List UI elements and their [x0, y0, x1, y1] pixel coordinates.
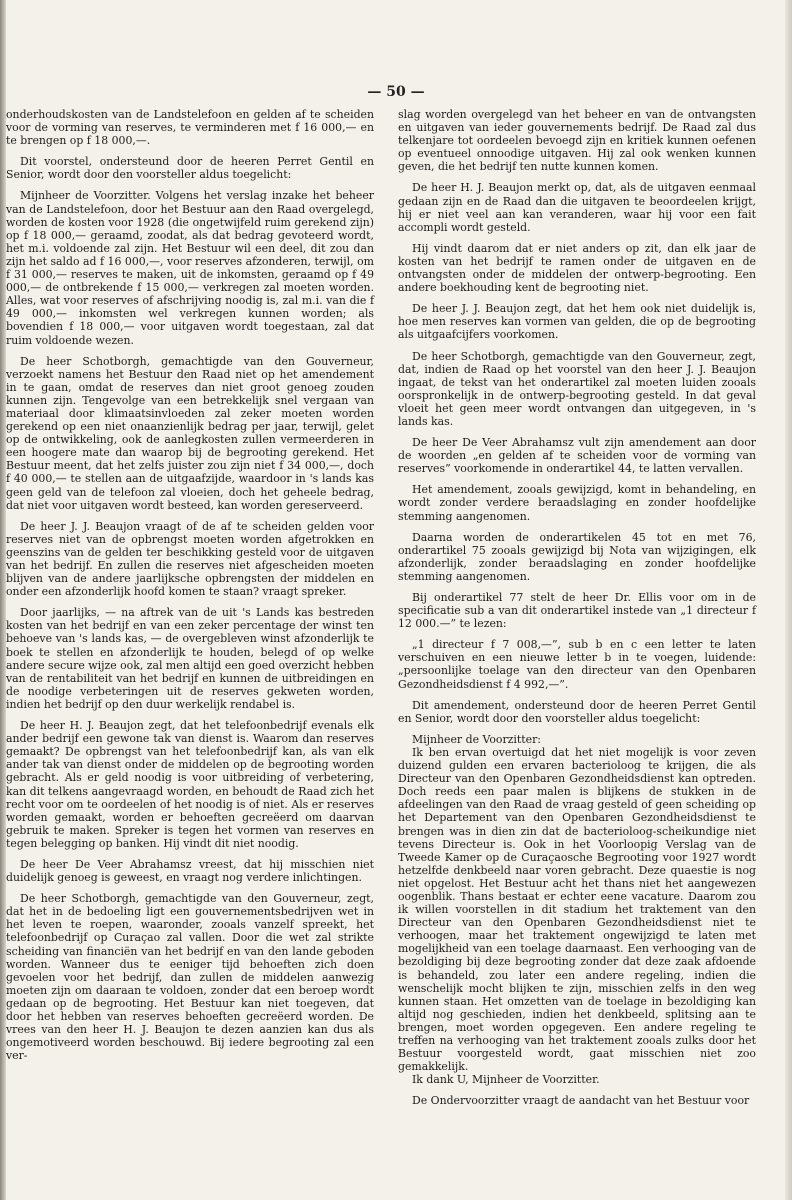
paragraph: Mijnheer de Voorzitter: — [412, 732, 541, 746]
paragraph: slag worden overgelegd van het beheer en van de ontvangsten en uitgaven van ieder gouvernements bedrijf. De Raad zal dus telkenjare tot oordeelen bevoegd zijn en kritiek kunnen oefenen op eventueel onnoodige uitgaven. Hij zal ook wenken kunnen geven, die het bedrijf ten nutte kunnen komen. — [398, 108, 756, 174]
paragraph: Bij onderartikel 77 stelt de heer Dr. Ellis voor om in de specificatie sub a van dit onderartikel instede van „1 directeur f 12 000.—” te lezen: — [398, 591, 756, 631]
paragraph: De heer Schotborgh, gemachtigde van den Gouverneur, verzoekt namens het Bestuur den Raad niet op het amendement in te gaan, omdat de reserves dan niet groot genoeg zouden kunnen zijn. Tengevolge van een betrekkelijk snel vergaan van materiaal door klimaatsinvloeden zal zeker moeten worden gerekend op een niet onaanzienlijk bedrag per jaar, terwijl, gelet op de ontwikkeling, ook de aanlegkosten zullen vermeerderen in een hoogere mate dan waarop bij de begrooting gerekend. Het Bestuur meent, dat het zelfs juister zou zijn niet f 34 000,—, doch f 40 000,— te stellen aan de uitgaafzijde, waardoor in 's lands kas geen geld van de telefoon zal vloeien, doch het geheele bedrag, dat niet voor uitgaven wordt besteed, kan worden gereserveerd. — [6, 354, 374, 512]
page-number: — 50 — — [367, 84, 425, 100]
paragraph: „1 directeur f 7 008,—”, sub b en c een letter te laten verschuiven en een nieuwe letter b in te voegen, luidende: „persoonlijke toelage van den directeur van den Openbaren Gezondheidsdienst f 4 992,—”. — [398, 638, 756, 691]
paragraph: onderhoudskosten van de Landstelefoon en gelden af te scheiden voor de vorming van reserves, te verminderen met f 16 000,— en te brengen op f 18 000,—. — [6, 108, 374, 148]
left-column — [6, 108, 374, 1070]
paragraph: Mijnheer de Voorzitter. Volgens het verslag inzake het beheer van de Landstelefoon, door het Bestuur aan den Raad overgelegd, worden de kosten voor 1928 (die ongetwijfeld ruim gerekend zijn) op f 18 000,— geraamd, zoodat, als dat bedrag gevoteerd wordt, het m.i. voldoende zal zijn. Het Bestuur wil een deel, dit zou dan zijn het saldo ad f 16 000,—, voor reserves afzonderen, terwijl, om f 31 000,— reserves te maken, uit de inkomsten, geraamd op f 49 000,— de ontbrekende f 15 000,— verkregen zal moeten worden. Alles, wat voor reserves of afschrijving noodig is, zal m.i. van die f 49 000,— inkomsten wel verkregen kunnen worden; als bovendien f 18 000,— voor uitgaven wordt toegestaan, zal dat ruim voldoende wezen. — [6, 189, 374, 347]
paragraph: Daarna worden de onderartikelen 45 tot en met 76, onderartikel 75 zooals gewijzigd bij Nota van wijzigingen, elk afzonderlijk, zonder beraadslaging en zonder hoofdelijke stemming aangenomen. — [398, 530, 756, 583]
paragraph: De heer De Veer Abrahamsz vult zijn amendement aan door de woorden „en gelden af te scheiden voor de vorming van reserves” voorkomende in onderartikel 44, te latten vervallen. — [398, 436, 756, 476]
paragraph: De heer Schotborgh, gemachtigde van den Gouverneur, zegt, dat, indien de Raad op het voorstel van den heer J. J. Beaujon ingaat, de tekst van het onderartikel zal moeten luiden zooals oorspronkelijk in de ontwerp-begrooting gesteld. In dat geval vloeit het geen meer wordt ontvangen dan uitgegeven, in 's lands kas. — [398, 349, 756, 428]
paragraph: Door jaarlijks, — na aftrek van de uit 's Lands kas bestreden kosten van het bedrijf en van een zeker percentage der winst ten behoeve van 's lands kas, — de overgebleven winst afzonderlijk te boek te stellen en afzonderlijk te houden, belegd of op welke andere secure wijze ook, zal men altijd een goed overzicht hebben van de rentabiliteit van het bedrijf en kunnen de uitbreidingen en de noodige verbeteringen uit de reserves gekweten worden, indien het bedrijf op den duur werkelijk rendabel is. — [6, 606, 374, 711]
paragraph: De heer J. J. Beaujon zegt, dat het hem ook niet duidelijk is, hoe men reserves kan vormen van gelden, die op de begrooting als uitgaafcijfers voorkomen. — [398, 302, 756, 342]
paragraph: Hij vindt daarom dat er niet anders op zit, dan elk jaar de kosten van het bedrijf te ramen onder de uitgaven en de ontvangsten onder de middelen der ontwerp-begrooting. Een andere boekhouding kent de begrooting niet. — [398, 241, 756, 295]
paragraph: De Ondervoorzitter vraagt de aandacht van het Bestuur voor — [412, 1094, 750, 1108]
paragraph: De heer De Veer Abrahamsz vreest, dat hij misschien niet duidelijk genoeg is geweest, en vraagt nog verdere inlichtingen. — [6, 857, 374, 885]
paragraph: Dit voorstel, ondersteund door de heeren Perret Gentil en Senior, wordt door den voorsteller aldus toegelicht: — [6, 155, 374, 182]
paragraph: Ik dank U, Mijnheer de Voorzitter. — [412, 1073, 600, 1087]
paragraph: De heer J. J. Beaujon vraagt of de af te scheiden gelden voor reserves niet van de opbrengst moeten worden afgetrokken en geenszins van de gelden ter beschikking gesteld voor de uitgaven van het bedrijf. En zullen die reserves niet afgescheiden moeten blijven van de andere jaarlijksche opbrengsten der middelen en onder een afzonderlijk hoofd komen te staan? vraagt spreker. — [6, 519, 374, 599]
paragraph: De heer Schotborgh, gemachtigde van den Gouverneur, zegt, dat het in de bedoeling ligt een gouvernementsbedrijven wet in het leven te roepen, waaronder, zooals vanzelf spreekt, het telefoonbedrijf op Curaçao zal vallen. Door die wet zal strikte scheiding van financiën van het bedrijf en van den lande geboden worden. Wanneer dus te eeniger tijd behoeften zich doen gevoelen voor het bedrijf, dan zullen de middelen aanwezig moeten zijn om daaraan te voldoen, zonder dat een beroep wordt gedaan op de begrooting. Het Bestuur kan niet toegeven, dat door het hebben van reserves behoeften gecreëerd worden. De vrees van den heer H. J. Beaujon te dezen aanzien kan dus als ongemotiveerd worden beschouwd. Bij iedere begrooting zal een ver- — [6, 892, 374, 1063]
paragraph: Het amendement, zooals gewijzigd, komt in behandeling, en wordt zonder verdere beraadslaging en zonder hoofdelijke stemming aangenomen. — [398, 483, 756, 523]
paragraph: De heer H. J. Beaujon zegt, dat het telefoonbedrijf evenals elk ander bedrijf een gewone tak van dienst is. Waarom dan reserves gemaakt? De opbrengst van het telefoonbedrijf kan, als van elk ander tak van dienst onder de middelen op de begrooting worden gebracht. Als er geld noodig is voor uitbreiding of verbetering, kan dit telkens aangevraagd worden, en behoudt de Raad zich het recht voor om te oordeelen of het noodig is of niet. Als er reserves worden gemaakt, worden er behoeften gecreëerd om daarvan gebruik te maken. Spreker is tegen het vormen van reserves en tegen belegging op banken. Hij vindt dit niet noodig. — [6, 719, 374, 850]
paragraph: De heer H. J. Beaujon merkt op, dat, als de uitgaven eenmaal gedaan zijn en de Raad dan die uitgaven te beoordeelen krijgt, hij er niet veel aan kan veranderen, waar hij voor een fait accompli wordt gesteld. — [398, 181, 756, 234]
paragraph: Dit amendement, ondersteund door de heeren Perret Gentil en Senior, wordt door den voorsteller aldus toegelicht: — [398, 698, 756, 725]
paragraph: Ik ben ervan overtuigd dat het niet mogelijk is voor zeven duizend gulden een ervaren bacterioloog te krijgen, die als Directeur van den Openbaren Gezondheidsdienst kan optreden. Doch reeds een paar malen is blijkens de stukken in de afdeelingen van den Raad de vraag gesteld of geen scheiding op het Departement van den Openbaren Gezondheidsdienst te brengen was in dien zin dat de bacterioloog-scheikundige niet tevens Directeur is. Ook in het Voorloopig Verslag van de Tweede Kamer op de Curaçaosche Begrooting voor 1927 wordt hetzelfde denkbeeld naar voren gebracht. Deze quaestie is nog niet opgelost. Het Bestuur acht het thans niet het aangewezen oogenblik. Thans bestaat er echter eene vacature. Daarom zou ik willen voorstellen in dit stadium het traktement van den Directeur van den Openbaren Gezondheidsdienst niet te verhoogen, maar het traktement ongewijzigd te laten met mogelijkheid van een toelage daarnaast. Een verhooging van de bezoldiging bij deze begrooting zonder dat deze zaak afdoende is behandeld, zou later een andere regeling, indien die wenschelijk mocht blijken te zijn, misschien zelfs in den weg kunnen staan. Het omzetten van de toelage in bezoldiging kan altijd nog geschieden, indien het denkbeeld, splitsing aan te brengen, moet worden opgegeven. Een andere regeling te treffen na verhooging van het traktement zooals zulks door het Bestuur voorgesteld wordt, gaat misschien niet zoo gemakkelijk. — [398, 745, 756, 1074]
page-edge — [785, 0, 792, 1200]
right-column — [398, 108, 756, 1115]
